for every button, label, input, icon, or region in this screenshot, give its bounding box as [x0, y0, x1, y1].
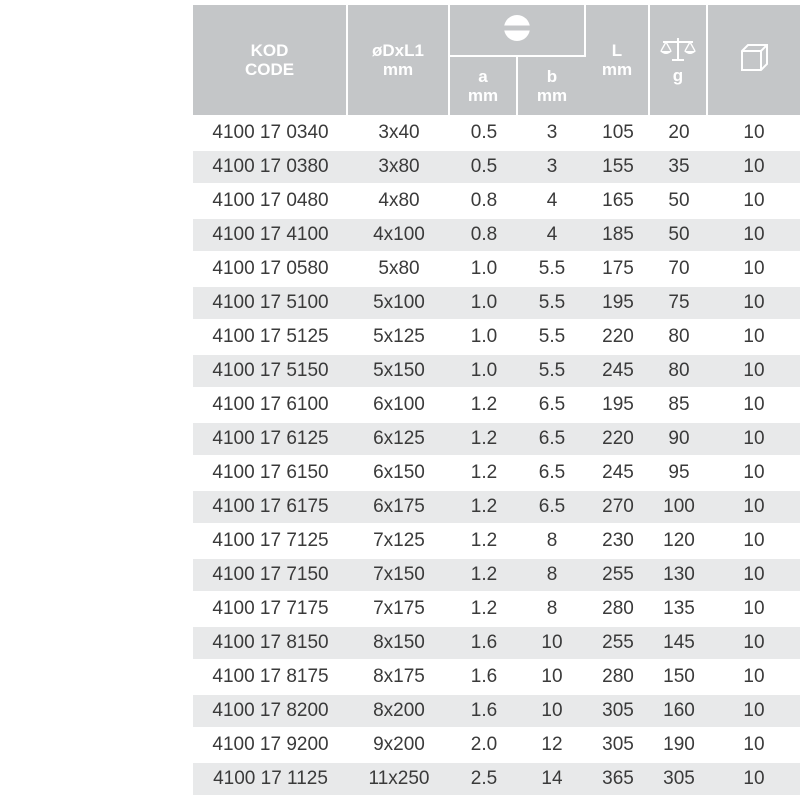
- cell-b: 3: [518, 117, 586, 151]
- cell-pack-qty: 10: [708, 287, 800, 321]
- cell-weight: 160: [650, 695, 708, 729]
- product-table-container: [193, 5, 800, 797]
- table-row: [193, 525, 800, 559]
- table-row: [193, 763, 800, 797]
- cell-code: 4100 17 6100: [193, 389, 348, 423]
- cell-b: 8: [518, 559, 586, 593]
- cell-weight: 150: [650, 661, 708, 695]
- cell-weight: 120: [650, 525, 708, 559]
- cell-code: 4100 17 4100: [193, 219, 348, 253]
- table-row: [193, 661, 800, 695]
- table-row: [193, 389, 800, 423]
- cell-pack-qty: 10: [708, 491, 800, 525]
- header-blade-tip: [450, 5, 586, 57]
- cell-weight: 80: [650, 355, 708, 389]
- cell-code: 4100 17 9200: [193, 729, 348, 763]
- cell-code: 4100 17 0380: [193, 151, 348, 185]
- cell-b: 8: [518, 593, 586, 627]
- cell-b: 8: [518, 525, 586, 559]
- cell-code: 4100 17 7175: [193, 593, 348, 627]
- cell-length: 305: [586, 729, 650, 763]
- cell-b: 10: [518, 695, 586, 729]
- table-row: [193, 423, 800, 457]
- cell-code: 4100 17 8200: [193, 695, 348, 729]
- cell-a: 1.0: [450, 321, 518, 355]
- cell-b: 3: [518, 151, 586, 185]
- cell-a: 1.0: [450, 287, 518, 321]
- cell-weight: 50: [650, 185, 708, 219]
- header-dim-label-2: mm: [382, 60, 414, 79]
- cell-length: 255: [586, 627, 650, 661]
- cell-dimensions: 7x150: [348, 559, 450, 593]
- cell-a: 1.2: [450, 457, 518, 491]
- header-b-unit: mm: [536, 86, 568, 105]
- product-spec-table: [193, 5, 800, 797]
- cell-pack-qty: 10: [708, 661, 800, 695]
- cell-b: 6.5: [518, 389, 586, 423]
- cell-b: 5.5: [518, 355, 586, 389]
- cell-length: 165: [586, 185, 650, 219]
- cell-weight: 80: [650, 321, 708, 355]
- cell-length: 280: [586, 593, 650, 627]
- cell-dimensions: 9x200: [348, 729, 450, 763]
- cell-length: 255: [586, 559, 650, 593]
- table-row: [193, 287, 800, 321]
- table-row: [193, 219, 800, 253]
- cell-code: 4100 17 5125: [193, 321, 348, 355]
- cell-length: 280: [586, 661, 650, 695]
- cell-dimensions: 5x125: [348, 321, 450, 355]
- cell-code: 4100 17 5150: [193, 355, 348, 389]
- cell-pack-qty: 10: [708, 559, 800, 593]
- cell-weight: 20: [650, 117, 708, 151]
- cell-dimensions: 6x150: [348, 457, 450, 491]
- table-row: [193, 151, 800, 185]
- scale-icon: [658, 36, 698, 66]
- cell-length: 245: [586, 457, 650, 491]
- header-l-label: L: [611, 41, 623, 60]
- cell-length: 230: [586, 525, 650, 559]
- table-row: [193, 559, 800, 593]
- cell-a: 2.5: [450, 763, 518, 797]
- cell-pack-qty: 10: [708, 627, 800, 661]
- cell-dimensions: 6x125: [348, 423, 450, 457]
- cell-dimensions: 11x250: [348, 763, 450, 797]
- cell-dimensions: 5x80: [348, 253, 450, 287]
- cell-a: 1.6: [450, 695, 518, 729]
- cell-weight: 130: [650, 559, 708, 593]
- cell-pack-qty: 10: [708, 695, 800, 729]
- cell-weight: 145: [650, 627, 708, 661]
- slotted-screwdriver-tip-icon: [502, 13, 532, 47]
- cell-b: 4: [518, 219, 586, 253]
- cell-pack-qty: 10: [708, 151, 800, 185]
- cell-b: 10: [518, 627, 586, 661]
- header-b-label: b: [546, 67, 558, 86]
- table-row: [193, 593, 800, 627]
- cell-b: 5.5: [518, 287, 586, 321]
- cell-length: 305: [586, 695, 650, 729]
- header-a-label: a: [478, 67, 488, 86]
- cell-length: 270: [586, 491, 650, 525]
- cell-dimensions: 5x150: [348, 355, 450, 389]
- cell-length: 220: [586, 321, 650, 355]
- cell-pack-qty: 10: [708, 525, 800, 559]
- cell-pack-qty: 10: [708, 321, 800, 355]
- cell-code: 4100 17 0580: [193, 253, 348, 287]
- cell-a: 1.2: [450, 593, 518, 627]
- cell-b: 6.5: [518, 423, 586, 457]
- cell-length: 195: [586, 287, 650, 321]
- cell-dimensions: 7x125: [348, 525, 450, 559]
- cell-length: 155: [586, 151, 650, 185]
- cell-a: 1.0: [450, 355, 518, 389]
- cell-pack-qty: 10: [708, 423, 800, 457]
- cell-weight: 85: [650, 389, 708, 423]
- cell-dimensions: 4x100: [348, 219, 450, 253]
- cell-code: 4100 17 8150: [193, 627, 348, 661]
- table-row: [193, 253, 800, 287]
- cell-pack-qty: 10: [708, 763, 800, 797]
- cell-b: 5.5: [518, 253, 586, 287]
- cell-b: 6.5: [518, 491, 586, 525]
- cell-length: 105: [586, 117, 650, 151]
- cell-pack-qty: 10: [708, 253, 800, 287]
- cell-length: 185: [586, 219, 650, 253]
- table-row: [193, 117, 800, 151]
- cell-dimensions: 8x150: [348, 627, 450, 661]
- table-row: [193, 355, 800, 389]
- cell-pack-qty: 10: [708, 117, 800, 151]
- cell-pack-qty: 10: [708, 593, 800, 627]
- cell-a: 0.8: [450, 219, 518, 253]
- table-row: [193, 695, 800, 729]
- cell-code: 4100 17 6175: [193, 491, 348, 525]
- header-dim-label-1: øDxL1: [372, 41, 424, 60]
- cell-b: 12: [518, 729, 586, 763]
- cell-pack-qty: 10: [708, 457, 800, 491]
- cell-b: 6.5: [518, 457, 586, 491]
- cell-a: 0.5: [450, 151, 518, 185]
- header-a: [450, 57, 518, 117]
- header-a-unit: mm: [467, 86, 499, 105]
- cell-a: 1.2: [450, 559, 518, 593]
- cell-a: 0.5: [450, 117, 518, 151]
- cell-weight: 95: [650, 457, 708, 491]
- cell-dimensions: 6x100: [348, 389, 450, 423]
- cell-code: 4100 17 1125: [193, 763, 348, 797]
- cell-code: 4100 17 6150: [193, 457, 348, 491]
- header-code-label-1: KOD: [250, 41, 289, 60]
- cell-b: 4: [518, 185, 586, 219]
- cell-dimensions: 3x40: [348, 117, 450, 151]
- cell-length: 220: [586, 423, 650, 457]
- cell-code: 4100 17 0480: [193, 185, 348, 219]
- cell-b: 10: [518, 661, 586, 695]
- cell-code: 4100 17 5100: [193, 287, 348, 321]
- cell-code: 4100 17 7125: [193, 525, 348, 559]
- cell-dimensions: 6x175: [348, 491, 450, 525]
- package-box-icon: [737, 41, 771, 79]
- cell-weight: 100: [650, 491, 708, 525]
- cell-weight: 90: [650, 423, 708, 457]
- table-row: [193, 729, 800, 763]
- cell-pack-qty: 10: [708, 729, 800, 763]
- cell-pack-qty: 10: [708, 389, 800, 423]
- cell-dimensions: 7x175: [348, 593, 450, 627]
- cell-dimensions: 8x200: [348, 695, 450, 729]
- cell-pack-qty: 10: [708, 185, 800, 219]
- header-weight-unit: g: [672, 65, 684, 85]
- header-weight: [650, 5, 708, 117]
- cell-a: 1.2: [450, 525, 518, 559]
- cell-weight: 75: [650, 287, 708, 321]
- cell-length: 175: [586, 253, 650, 287]
- header-l-unit: mm: [601, 60, 633, 79]
- cell-pack-qty: 10: [708, 355, 800, 389]
- cell-weight: 35: [650, 151, 708, 185]
- table-row: [193, 185, 800, 219]
- cell-weight: 305: [650, 763, 708, 797]
- header-code-label-2: CODE: [244, 60, 295, 79]
- cell-dimensions: 4x80: [348, 185, 450, 219]
- table-body: [193, 117, 800, 797]
- cell-a: 1.0: [450, 253, 518, 287]
- cell-b: 5.5: [518, 321, 586, 355]
- table-row: [193, 457, 800, 491]
- cell-weight: 135: [650, 593, 708, 627]
- cell-code: 4100 17 6125: [193, 423, 348, 457]
- cell-length: 195: [586, 389, 650, 423]
- cell-dimensions: 3x80: [348, 151, 450, 185]
- cell-length: 365: [586, 763, 650, 797]
- cell-a: 1.2: [450, 389, 518, 423]
- cell-dimensions: 5x100: [348, 287, 450, 321]
- cell-code: 4100 17 0340: [193, 117, 348, 151]
- cell-length: 245: [586, 355, 650, 389]
- cell-a: 1.6: [450, 627, 518, 661]
- cell-a: 1.6: [450, 661, 518, 695]
- cell-code: 4100 17 8175: [193, 661, 348, 695]
- cell-b: 14: [518, 763, 586, 797]
- table-row: [193, 627, 800, 661]
- header-b: [518, 57, 586, 117]
- cell-a: 1.2: [450, 491, 518, 525]
- cell-weight: 50: [650, 219, 708, 253]
- cell-pack-qty: 10: [708, 219, 800, 253]
- cell-code: 4100 17 7150: [193, 559, 348, 593]
- table-row: [193, 321, 800, 355]
- cell-weight: 70: [650, 253, 708, 287]
- cell-a: 0.8: [450, 185, 518, 219]
- header-pack: [708, 5, 800, 117]
- header-code: [193, 5, 348, 117]
- header-length: [586, 5, 650, 117]
- cell-weight: 190: [650, 729, 708, 763]
- table-header: [193, 5, 800, 117]
- cell-a: 1.2: [450, 423, 518, 457]
- cell-a: 2.0: [450, 729, 518, 763]
- table-row: [193, 491, 800, 525]
- cell-dimensions: 8x175: [348, 661, 450, 695]
- header-dimensions: [348, 5, 450, 117]
